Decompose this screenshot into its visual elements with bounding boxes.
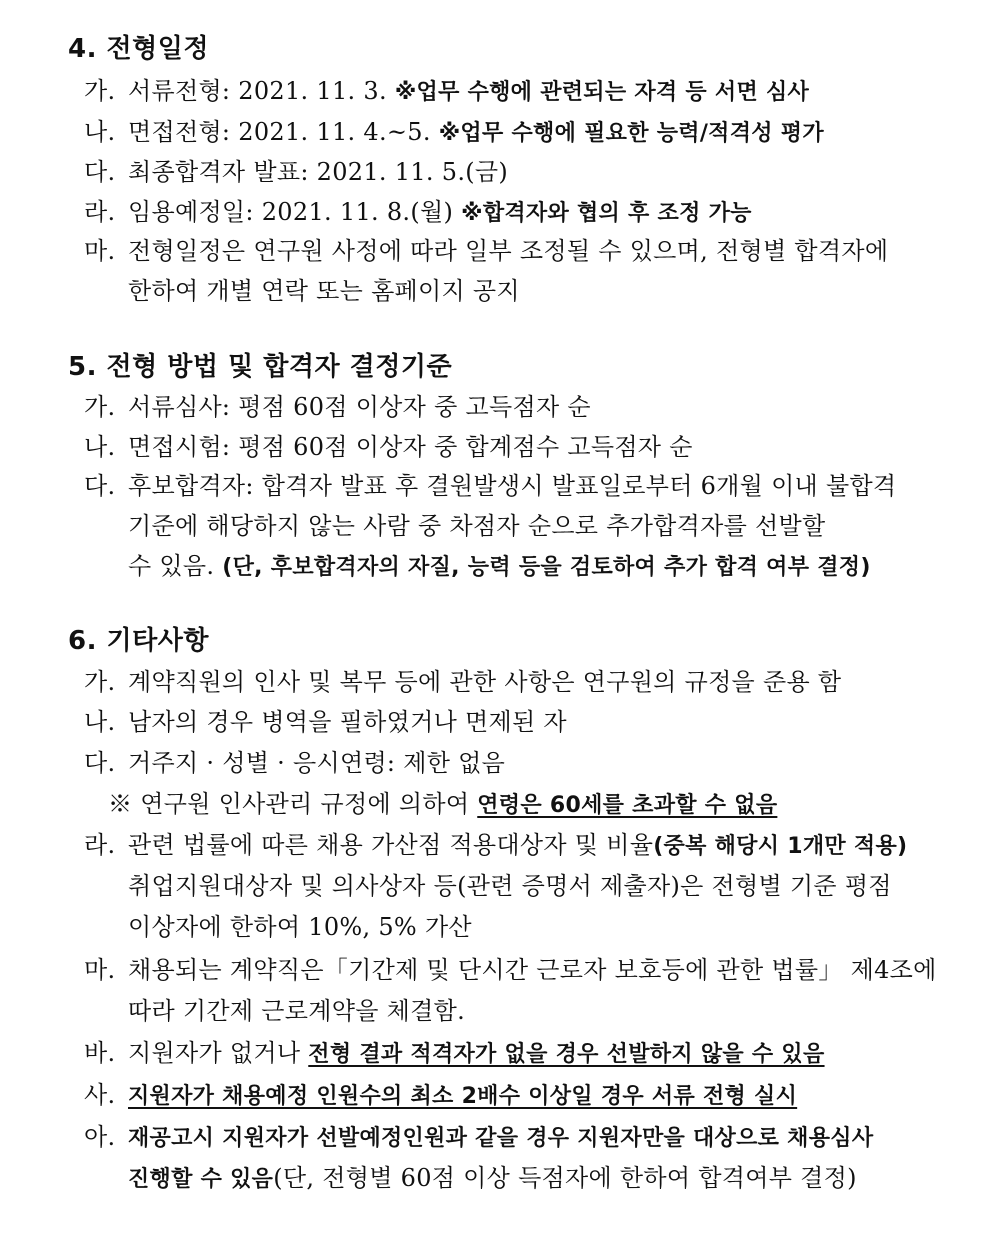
item-label: 라.	[84, 198, 116, 226]
note-text: ※ 연구원 인사관리 규정에 의하여	[108, 790, 470, 818]
note-emphasis: 연령은 60세를 초과할 수 없음	[477, 793, 778, 818]
item-text: 거주지 · 성별 · 응시연령: 제한 없음	[128, 749, 506, 777]
item-label: 나.	[84, 118, 116, 146]
item-emphasis: (중복 해당시 1개만 적용)	[653, 834, 908, 859]
item-text: 수 있음.	[128, 552, 215, 580]
item-text: 관련 법률에 따른 채용 가산점 적용대상자 및 비율	[128, 831, 654, 859]
s6-item-da	[84, 746, 505, 780]
item-label: 아.	[84, 1123, 116, 1151]
s5-item-da-cont2	[128, 549, 871, 585]
item-text: 면접전형: 2021. 11. 4.~5.	[128, 118, 431, 146]
item-label: 다.	[84, 158, 116, 186]
s6-item-ra-cont2: 이상자에 한하여 10%, 5% 가산	[128, 913, 472, 941]
s6-item-sa	[84, 1078, 797, 1114]
item-text: 임용예정일: 2021. 11. 8.(월)	[128, 198, 454, 226]
item-text: 계약직원의 인사 및 복무 등에 관한 사항은 연구원의 규정을 준용 함	[128, 668, 842, 696]
item-text: 서류심사: 평점 60점 이상자 중 고득점자 순	[128, 393, 591, 421]
item-label: 라.	[84, 831, 116, 859]
item-label: 가.	[84, 668, 116, 696]
section-6-title: 6. 기타사항	[68, 626, 209, 656]
s5-item-na	[84, 430, 693, 464]
s5-item-da-cont: 기준에 해당하지 않는 사람 중 차점자 순으로 추가합격자를 선발할	[128, 512, 826, 540]
s6-item-ma-cont: 따라 기간제 근로계약을 체결함.	[128, 997, 466, 1025]
s6-item-na	[84, 705, 567, 739]
s6-item-ga	[84, 665, 841, 699]
s6-item-ma	[84, 953, 937, 987]
s6-item-aa	[84, 1120, 873, 1156]
s4-item-ga	[84, 74, 809, 110]
item-text: 남자의 경우 병역을 필하였거나 면제된 자	[128, 708, 567, 736]
item-label: 가.	[84, 77, 116, 105]
s6-item-da-note	[108, 787, 777, 823]
item-note: ※합격자와 협의 후 조정 가능	[461, 201, 752, 226]
item-label: 다.	[84, 472, 116, 500]
item-text: 전형일정은 연구원 사정에 따라 일부 조정될 수 있으며, 전형별 합격자에	[128, 237, 889, 265]
item-text: (단, 전형별 60점 이상 득점자에 한하여 합격여부 결정)	[273, 1164, 857, 1192]
item-label: 나.	[84, 433, 116, 461]
item-emphasis: 재공고시 지원자가 선발예정인원과 같을 경우 지원자만을 대상으로 채용심사	[128, 1126, 874, 1151]
item-label: 다.	[84, 749, 116, 777]
s4-item-ma	[84, 234, 888, 268]
item-emphasis: 전형 결과 적격자가 없을 경우 선발하지 않을 수 있음	[308, 1042, 825, 1067]
section-4-title: 4. 전형일정	[68, 34, 209, 64]
item-note: ※업무 수행에 관련되는 자격 등 서면 심사	[394, 80, 810, 105]
item-label: 사.	[84, 1081, 116, 1109]
item-emphasis: 지원자가 채용예정 인원수의 최소 2배수 이상일 경우 서류 전형 실시	[128, 1084, 798, 1109]
item-note: ※업무 수행에 필요한 능력/적격성 평가	[438, 121, 824, 146]
item-label: 바.	[84, 1039, 116, 1067]
item-text: 서류전형: 2021. 11. 3.	[128, 77, 387, 105]
s6-item-ra	[84, 828, 907, 864]
item-label: 가.	[84, 393, 116, 421]
s5-item-ga	[84, 390, 591, 424]
item-label: 나.	[84, 708, 116, 736]
item-emphasis: 진행할 수 있음	[128, 1167, 274, 1192]
s6-item-ba	[84, 1036, 825, 1072]
s6-item-aa-cont	[128, 1161, 857, 1197]
s4-item-da	[84, 155, 508, 189]
s6-item-ra-cont: 취업지원대상자 및 의사상자 등(관련 증명서 제출자)은 전형별 기준 평점	[128, 872, 892, 900]
item-text: 후보합격자: 합격자 발표 후 결원발생시 발표일로부터 6개월 이내 불합격	[128, 472, 897, 500]
item-label: 마.	[84, 956, 116, 984]
item-text: 면접시험: 평점 60점 이상자 중 합계점수 고득점자 순	[128, 433, 693, 461]
s4-item-ra	[84, 195, 752, 231]
item-text: 지원자가 없거나	[128, 1039, 301, 1067]
s5-item-da	[84, 469, 896, 503]
item-note: (단, 후보합격자의 자질, 능력 등을 검토하여 추가 합격 여부 결정)	[222, 555, 871, 580]
section-5-title: 5. 전형 방법 및 합격자 결정기준	[68, 352, 453, 382]
item-text: 최종합격자 발표: 2021. 11. 5.(금)	[128, 158, 509, 186]
s4-item-na	[84, 115, 824, 151]
item-label: 마.	[84, 237, 116, 265]
s4-item-ma-cont: 한하여 개별 연락 또는 홈페이지 공지	[128, 277, 520, 305]
item-text: 채용되는 계약직은「기간제 및 단시간 근로자 보호등에 관한 법률」 제4조에	[128, 956, 937, 984]
